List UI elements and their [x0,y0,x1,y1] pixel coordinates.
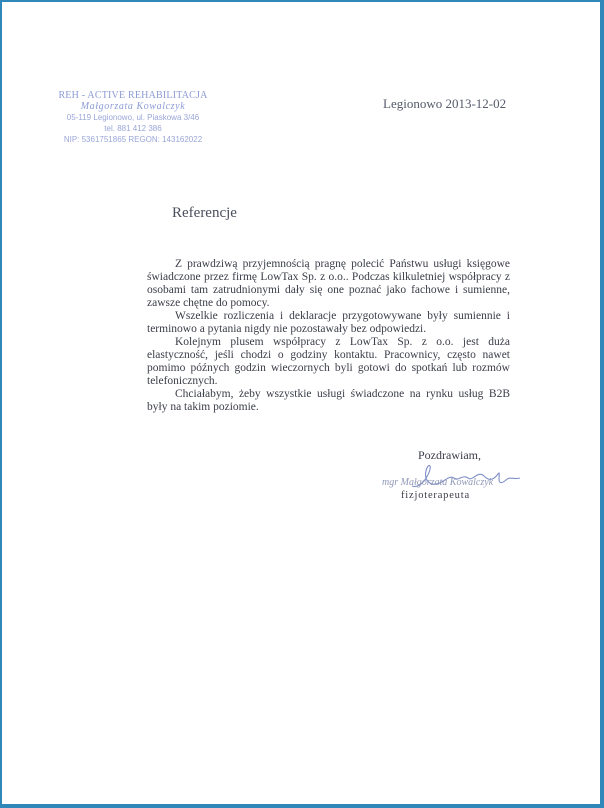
paragraph: Wszelkie rozliczenia i deklaracje przygotowywane były sumiennie i terminowo a pytania nigdy nie pozostawały bez odpowiedzi. [147,310,510,335]
signature-name-stamp: mgr Małgorzata Kowalczyk [382,477,494,488]
letter-body [147,258,510,414]
stamp-tax-ids: NIP: 5361751865 REGON: 143162022 [63,135,203,144]
stamp-phone: tel. 881 412 386 [104,124,162,133]
stamp-company-name: REH - ACTIVE REHABILITACJA [58,90,208,101]
letter-title: Referencje [172,205,237,221]
closing-greeting: Pozdrawiam, [418,448,481,462]
stamp-address: 05-119 Legionowo, ul. Piaskowa 3/46 [66,113,200,122]
signatory-role: fizjoterapeuta [401,490,470,501]
stamp-owner-name: Małgorzata Kowalczyk [80,101,186,112]
paragraph: Z prawdziwą przyjemnością pragnę polecić Państwu usługi księgowe świadczone przez firmę LowTax Sp. z o.o.. Podczas kilkuletniej współpracy z osobami tam zatrudnionymi dały się one poznać jako fachowe i sumienne, zawsze chętne do pomocy. [147,258,510,309]
paragraph: Chciałabym, żeby wszystkie usługi świadczone na rynku usług B2B były na takim poziomie. [147,388,510,413]
company-stamp [58,90,208,145]
letter-date: Legionowo 2013-12-02 [383,96,507,111]
paragraph: Kolejnym plusem współpracy z LowTax Sp. z o.o. jest duża elastyczność, jeśli chodzi o godziny kontaktu. Pracownicy, często nawet pomimo późnych godzin wieczornych byli gotowi do spotkań lub rozmów telefonicznych. [147,336,510,387]
